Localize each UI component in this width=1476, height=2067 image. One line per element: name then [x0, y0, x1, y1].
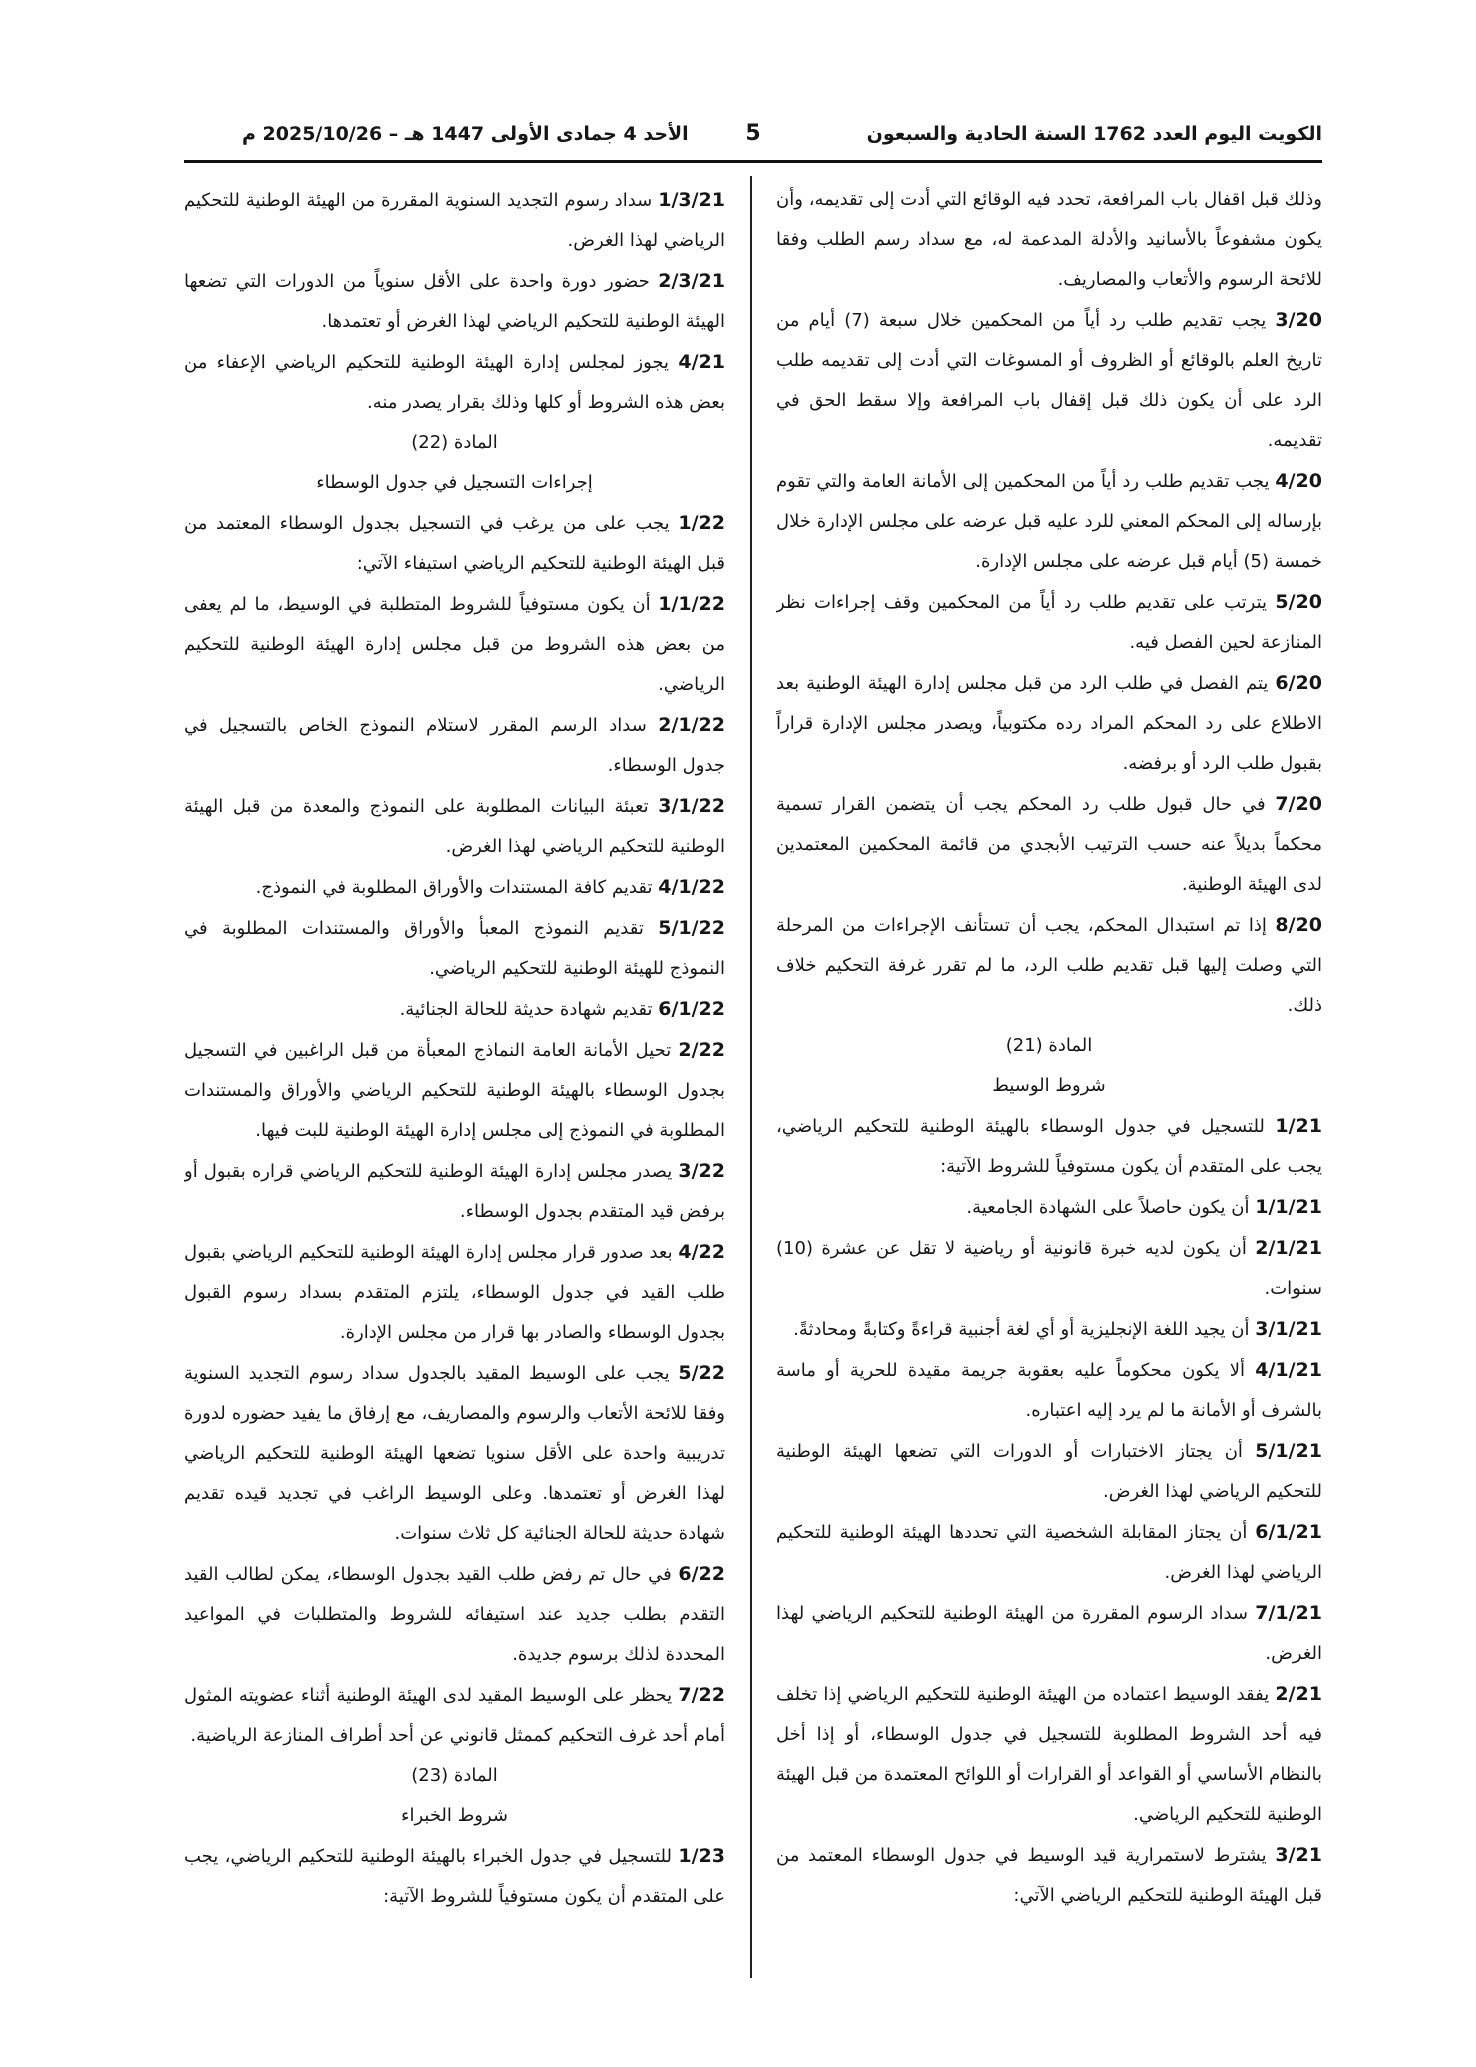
clause-6-1-22: [184, 989, 725, 1030]
clause-text: يصدر مجلس إدارة الهيئة الوطنية للتحكيم الرياضي قراره بقبول أو برفض قيد المتقدم بجدول الوسطاء.: [184, 1161, 725, 1222]
clause-text: يحظر على الوسيط المقيد لدى الهيئة الوطنية أثناء عضويته المثول أمام أحد غرف التحكيم كممثل قانوني عن أحد أطراف المنازعة الرياضية.: [184, 1685, 725, 1746]
clause-3-20: [776, 300, 1322, 461]
clause-text: للتسجيل في جدول الخبراء بالهيئة الوطنية للتحكيم الرياضي، يجب على المتقدم أن يكون مستوفياً للشروط الآتية:: [184, 1846, 725, 1907]
article-title-21: شروط الوسيط: [992, 1075, 1106, 1096]
clause-2-22: [184, 1030, 725, 1151]
clause-7-1-21: [776, 1593, 1322, 1674]
clause-4-1-22: [184, 867, 725, 908]
clause-number: 3/22: [678, 1160, 725, 1182]
clause-text: يفقد الوسيط اعتماده من الهيئة الوطنية للتحكيم الرياضي إذا تخلف فيه أحد الشروط المطلوبة للتسجيل في جدول الوسطاء، أو إذا أخل بالنظام الأساسي أو القواعد أو القرارات أو اللوائح المعتمدة من قبل الهيئة الوطنية للتحكيم الرياضي.: [776, 1684, 1322, 1825]
clause-text: تقديم النموذج المعبأ والأوراق والمستندات المطلوبة في النموذج للهيئة الوطنية للتحكيم الرياضي.: [184, 918, 725, 979]
clause-6-1-21: [776, 1512, 1322, 1593]
clause-number: 6/20: [1275, 672, 1322, 694]
clause-7-20: [776, 784, 1322, 905]
clause-number: 4/22: [678, 1241, 725, 1263]
clause-8-20: [776, 905, 1322, 1026]
clause-text: يتم الفصل في طلب الرد من قبل مجلس إدارة الهيئة الوطنية بعد الاطلاع على رد المحكم المراد رده مكتوبياً، ويصدر مجلس الإدارة قراراً بقبول طلب الرد أو برفضه.: [776, 673, 1322, 774]
clause-text: سداد رسوم التجديد السنوية المقررة من الهيئة الوطنية للتحكيم الرياضي لهذا الغرض.: [184, 190, 725, 251]
clause-text: يترتب على تقديم طلب رد أياً من المحكمين وقف إجراءات نظر المنازعة لحين الفصل فيه.: [776, 592, 1322, 653]
clause-6-22: [184, 1554, 725, 1675]
clause-3-1-21: [776, 1309, 1322, 1350]
clause-number: 2/21: [1275, 1683, 1322, 1705]
clause-1-21: [776, 1106, 1322, 1187]
clause-text: وذلك قبل اقفال باب المرافعة، تحدد فيه الوقائع التي أدت إلى تقديمه، وأن يكون مشفوعاً بالأسانيد والأدلة المدعمة له، مع سداد رسم الطلب وفقا للائحة الرسوم والأتعاب والمصاريف.: [776, 189, 1322, 290]
clause-4-22: [184, 1232, 725, 1353]
clause-text: أن يجتاز المقابلة الشخصية التي تحددها الهيئة الوطنية للتحكيم الرياضي لهذا الغرض.: [776, 1522, 1322, 1583]
clause-5-20: [776, 582, 1322, 663]
clause-text: يجب على من يرغب في التسجيل بجدول الوسطاء المعتمد من قبل الهيئة الوطنية للتحكيم الرياضي استيفاء الآتي:: [184, 513, 725, 574]
page-number: 5: [745, 121, 761, 146]
clause-number: 4/21: [678, 351, 725, 373]
clause-text: تحيل الأمانة العامة النماذج المعبأة من قبل الراغبين في التسجيل بجدول الوسطاء بالهيئة الوطنية للتحكيم الرياضي والأوراق والمستندات المطلوبة في النموذج إلى مجلس إدارة الهيئة الوطنية للبت فيها.: [184, 1040, 725, 1141]
clause-number: 5/1/22: [658, 917, 725, 939]
clause-number: 3/20: [1275, 309, 1322, 331]
clause-4-21: [184, 342, 725, 423]
article-heading-22: المادة (22): [411, 432, 498, 453]
issue-date: الأحد 4 جمادى الأولى 1447 هـ – 2025/10/26 م: [242, 123, 689, 145]
clause-text: تقديم كافة المستندات والأوراق المطلوبة في النموذج.: [255, 877, 653, 898]
article-title-23: شروط الخبراء: [400, 1805, 508, 1826]
clause-text: يجب تقديم طلب رد أياً من المحكمين خلال سبعة (7) أيام من تاريخ العلم بالوقائع أو الظروف أو المسوغات التي أدت إلى تقديمه طلب الرد على أن يكون ذلك قبل إقفال باب المرافعة وإلا سقط الحق في تقديمه.: [776, 310, 1322, 451]
clause-5-1-21: [776, 1431, 1322, 1512]
page-header: [184, 114, 1322, 154]
clause-number: 3/1/21: [1255, 1318, 1322, 1340]
clause-2-1-22: [184, 705, 725, 786]
clause-3-21: [776, 1835, 1322, 1916]
clause-number: 2/22: [678, 1039, 725, 1061]
clause-text: أن يكون مستوفياً للشروط المتطلبة في الوسيط، ما لم يعفى من بعض هذه الشروط من قبل مجلس إدارة الهيئة الوطنية للتحكيم الرياضي.: [184, 594, 725, 695]
clause-number: 1/3/21: [658, 189, 725, 211]
clause-6-20: [776, 663, 1322, 784]
clause-1-1-21: [776, 1187, 1322, 1228]
clause-number: 2/1/22: [658, 714, 725, 736]
clause-text: ألا يكون محكوماً عليه بعقوبة جريمة مقيدة للحرية أو ماسة بالشرف أو الأمانة ما لم يرد إليه اعتباره.: [776, 1360, 1322, 1421]
clause-number: 7/1/21: [1255, 1602, 1322, 1624]
clause-number: 2/3/21: [658, 270, 725, 292]
clause-4-1-21: [776, 1350, 1322, 1431]
clause-number: 4/1/21: [1255, 1359, 1322, 1381]
clause-number: 2/1/21: [1255, 1237, 1322, 1259]
clause-text: إذا تم استبدال المحكم، يجب أن تستأنف الإجراءات من المرحلة التي وصلت إليها قبل تقديم طلب الرد، ما لم تقرر غرفة التحكيم خلاف ذلك.: [776, 915, 1322, 1016]
clause-1-3-21: [184, 180, 725, 261]
clause-number: 1/21: [1275, 1115, 1322, 1137]
clause-text: سداد الرسم المقرر لاستلام النموذج الخاص بالتسجيل في جدول الوسطاء.: [184, 715, 725, 776]
clause-number: 6/1/21: [1255, 1521, 1322, 1543]
clause-number: 4/1/22: [658, 876, 725, 898]
clause-1-23: [184, 1836, 725, 1917]
clause-text: بعد صدور قرار مجلس إدارة الهيئة الوطنية للتحكيم الرياضي بقبول طلب القيد في جدول الوسطاء، يلتزم المتقدم بسداد رسوم القبول بجدول الوسطاء والصادر بها قرار من مجلس الإدارة.: [184, 1242, 725, 1343]
clause-number: 5/1/21: [1255, 1440, 1322, 1462]
clause-number: 7/20: [1275, 793, 1322, 815]
clause-3-1-22: [184, 786, 725, 867]
clause-number: 3/21: [1275, 1844, 1322, 1866]
article-title-22: إجراءات التسجيل في جدول الوسطاء: [316, 472, 593, 493]
clause-text: يجب تقديم طلب رد أياً من المحكمين إلى الأمانة العامة والتي تقوم بإرساله إلى المحكم المعني للرد عليه قبل عرضه على مجلس الإدارة خلال خمسة (5) أيام قبل عرضه على مجلس الإدارة.: [776, 471, 1322, 572]
clause-number: 6/22: [678, 1563, 725, 1585]
clause-text: سداد الرسوم المقررة من الهيئة الوطنية للتحكيم الرياضي لهذا الغرض.: [776, 1603, 1322, 1664]
clause-text: أن يكون حاصلاً على الشهادة الجامعية.: [966, 1197, 1250, 1218]
publication-issue-title: الكويت اليوم العدد 1762 السنة الحادية والسبعون: [866, 123, 1322, 145]
clause-2-3-21: [184, 261, 725, 342]
clause-text: في حال تم رفض طلب القيد بجدول الوسطاء، يمكن لطالب القيد التقدم بطلب جديد عند استيفائه للشروط والمتطلبات في المواعيد المحددة لذلك برسوم جديدة.: [184, 1564, 725, 1665]
clause-5-1-22: [184, 908, 725, 989]
clause-number: 5/22: [678, 1362, 725, 1384]
clause-number: 1/22: [678, 512, 725, 534]
left-column: [184, 180, 725, 2020]
clause-number: 7/22: [678, 1684, 725, 1706]
column-divider: [750, 176, 752, 1978]
article-heading-23: المادة (23): [411, 1765, 498, 1786]
clause-text: تقديم شهادة حديثة للحالة الجنائية.: [399, 999, 653, 1020]
clause-text: تعبئة البيانات المطلوبة على النموذج والمعدة من قبل الهيئة الوطنية للتحكيم الرياضي لهذا الغرض.: [184, 796, 725, 857]
clause-2-21: [776, 1674, 1322, 1835]
clause-number: 4/20: [1275, 470, 1322, 492]
clause-number: 1/23: [678, 1845, 725, 1867]
clause-text: يجوز لمجلس إدارة الهيئة الوطنية للتحكيم الرياضي الإعفاء من بعض هذه الشروط أو كلها وذلك بقرار يصدر منه.: [184, 352, 725, 413]
clause-number: 6/1/22: [658, 998, 725, 1020]
clause-1-22: [184, 503, 725, 584]
clause-text: يشترط لاستمرارية قيد الوسيط في جدول الوسطاء المعتمد من قبل الهيئة الوطنية للتحكيم الرياضي الآتي:: [776, 1845, 1322, 1906]
clause-text: في حال قبول طلب رد المحكم يجب أن يتضمن القرار تسمية محكماً بديلاً عنه حسب الترتيب الأبجدي من قائمة المحكمين المعتمدين لدى الهيئة الوطنية.: [776, 794, 1322, 895]
clause-7-22: [184, 1675, 725, 1756]
header-rule: [184, 160, 1322, 163]
clause-number: 1/1/21: [1255, 1196, 1322, 1218]
clause-number: 3/1/22: [658, 795, 725, 817]
clause-continuation: [776, 180, 1322, 300]
clause-3-22: [184, 1151, 725, 1232]
clause-text: أن يكون لديه خبرة قانونية أو رياضية لا تقل عن عشرة (10) سنوات.: [776, 1238, 1322, 1299]
clause-2-1-21: [776, 1228, 1322, 1309]
clause-text: أن يجتاز الاختبارات أو الدورات التي تضعها الهيئة الوطنية للتحكيم الرياضي لهذا الغرض.: [776, 1441, 1322, 1502]
article-heading-21: المادة (21): [1005, 1035, 1093, 1056]
clause-text: يجب على الوسيط المقيد بالجدول سداد رسوم التجديد السنوية وفقا للائحة الأتعاب والرسوم والمصاريف، مع إرفاق ما يفيد حضوره لدورة تدريبية واحدة على الأقل سنويا تضعها الهيئة الوطنية للتحكيم الرياضي لهذا الغرض أو تعتمدها. وعلى الوسيط الراغب في تجديد قيده تقديم شهادة حديثة للحالة الجنائية كل ثلاث سنوات.: [184, 1363, 725, 1544]
clause-text: أن يجيد اللغة الإنجليزية أو أي لغة أجنبية قراءةً وكتابةً ومحادثةً.: [793, 1319, 1250, 1340]
clause-5-22: [184, 1353, 725, 1554]
clause-4-20: [776, 461, 1322, 582]
clause-text: حضور دورة واحدة على الأقل سنوياً من الدورات التي تضعها الهيئة الوطنية للتحكيم الرياضي لهذا الغرض أو تعتمدها.: [184, 271, 725, 332]
clause-number: 8/20: [1275, 914, 1322, 936]
clause-number: 1/1/22: [658, 593, 725, 615]
clause-text: للتسجيل في جدول الوسطاء بالهيئة الوطنية للتحكيم الرياضي، يجب على المتقدم أن يكون مستوفياً للشروط الآتية:: [776, 1116, 1322, 1177]
right-column: [776, 180, 1322, 2020]
clause-1-1-22: [184, 584, 725, 705]
clause-number: 5/20: [1275, 591, 1322, 613]
